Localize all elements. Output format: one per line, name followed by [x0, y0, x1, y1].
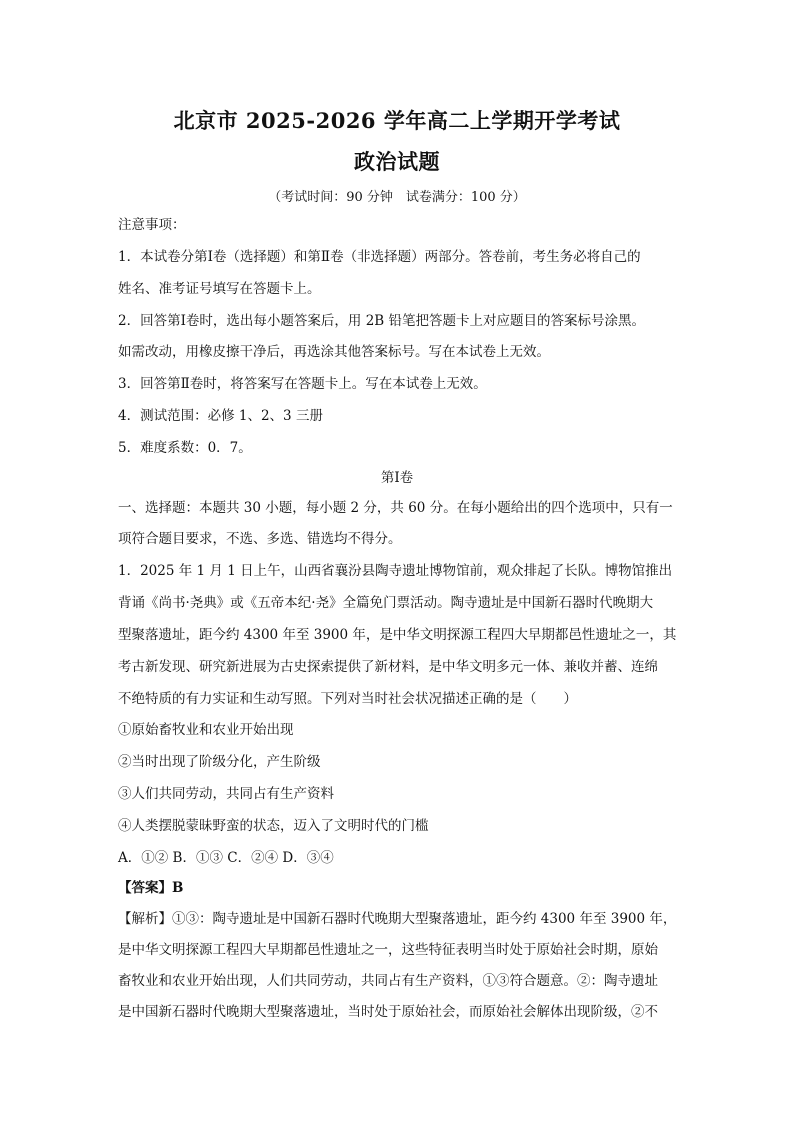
question-analysis: 是中国新石器时代晚期大型聚落遗址，当时处于原始社会，而原始社会解体出现阶级，②不: [118, 1004, 658, 1020]
question-item: ②当时出现了阶级分化，产生阶级: [118, 754, 321, 770]
question-analysis: 是中华文明探源工程四大早期都邑性遗址之一，这些特征表明当时处于原始社会时期，原始: [118, 942, 658, 958]
question-stem: 型聚落遗址，距今约 4300 年至 3900 年，是中华文明探源工程四大早期都邑性遗址之一，其: [118, 627, 677, 643]
question-stem: 1．2025 年 1 月 1 日上午，山西省襄汾县陶寺遗址博物馆前，观众排起了长队。博物馆推出: [118, 563, 673, 579]
notice-heading: 注意事项：: [118, 217, 186, 233]
section-title: 第Ⅰ卷: [380, 470, 414, 486]
exam-info: （考试时间：90 分钟 试卷满分：100 分）: [268, 190, 526, 205]
question-item: ①原始畜牧业和农业开始出现: [118, 722, 294, 738]
notice-line: 如需改动，用橡皮擦干净后，再选涂其他答案标号。写在本试卷上无效。: [118, 344, 550, 360]
notice-line: 4．测试范围：必修 1、2、3 三册: [118, 408, 323, 424]
notice-line: 5．难度系数：0．7。: [118, 440, 252, 456]
notice-line: 3．回答第Ⅱ卷时，将答案写在答题卡上。写在本试卷上无效。: [118, 376, 487, 392]
exam-title: 北京市 2025-2026 学年高二上学期开学考试: [173, 108, 621, 133]
question-item: ③人们共同劳动，共同占有生产资料: [118, 786, 334, 802]
question-analysis: 【解析】①③：陶寺遗址是中国新石器时代晚期大型聚落遗址，距今约 4300 年至 3900 年，: [118, 911, 677, 927]
question-stem: 考古新发现、研究新进展为古史探索提供了新材料，是中华文明多元一体、兼收并蓄、连绵: [118, 659, 658, 675]
notice-line: 1．本试卷分第Ⅰ卷（选择题）和第Ⅱ卷（非选择题）两部分。答卷前，考生务必将自己的: [118, 249, 641, 265]
question-stem: 背诵《尚书·尧典》或《五帝本纪·尧》全篇免门票活动。陶寺遗址是中国新石器时代晚期大: [118, 595, 654, 611]
section-intro: 一、选择题：本题共 30 小题，每小题 2 分，共 60 分。在每小题给出的四个选项中，只有一: [118, 500, 673, 516]
question-options: A．①② B．①③ C．②④ D．③④: [118, 850, 334, 866]
exam-subtitle: 政治试题: [354, 149, 440, 174]
question-stem: 不绝特质的有力实证和生动写照。下列对当时社会状况描述正确的是（ ）: [118, 691, 577, 707]
notice-line: 姓名、准考证号填写在答题卡上。: [118, 281, 321, 297]
question-analysis: 畜牧业和农业开始出现，人们共同劳动，共同占有生产资料，①③符合题意。②：陶寺遗址: [118, 973, 658, 989]
question-item: ④人类摆脱蒙昧野蛮的状态，迈入了文明时代的门槛: [118, 818, 429, 834]
notice-line: 2．回答第Ⅰ卷时，选出每小题答案后，用 2B 铅笔把答题卡上对应题目的答案标号涂黑。: [118, 313, 646, 329]
question-answer: 【答案】B: [118, 880, 184, 896]
section-intro: 项符合题目要求，不选、多选、错选均不得分。: [118, 531, 402, 547]
